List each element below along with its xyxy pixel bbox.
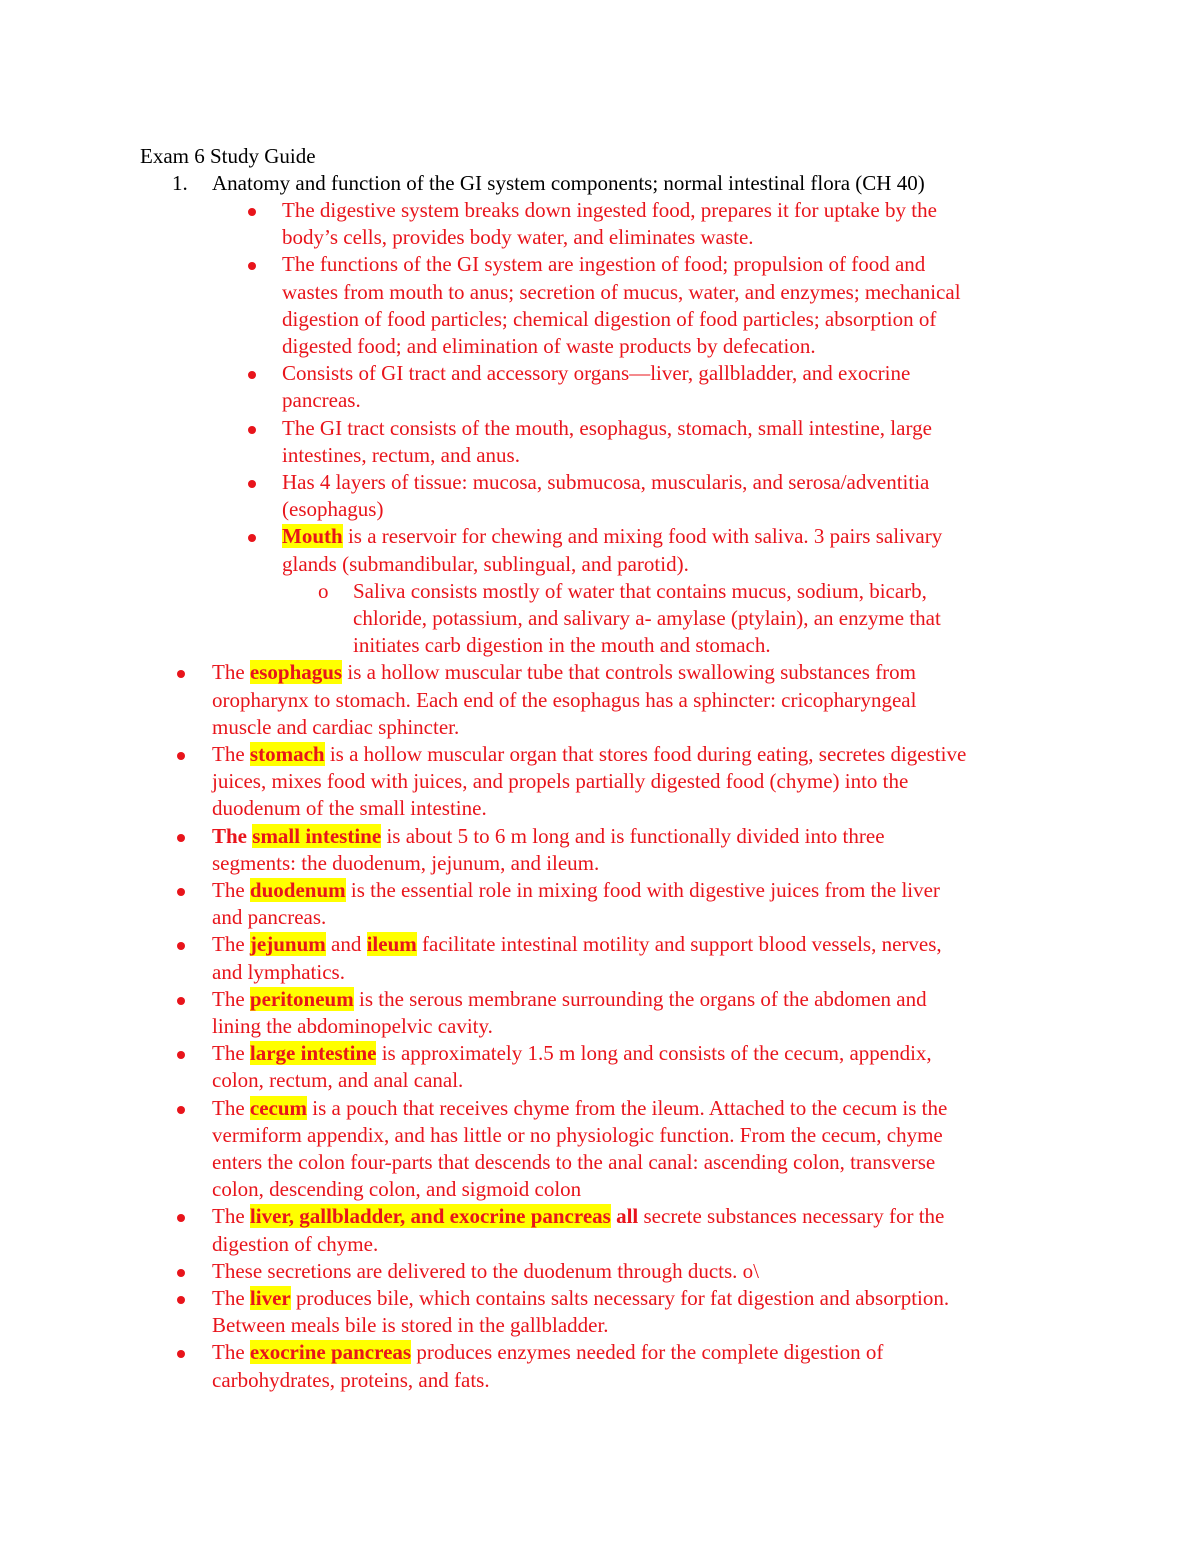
list-line: Saliva consists mostly of water that contains mucus, sodium, bicarb,	[353, 578, 927, 603]
list-line: lining the abdominopelvic cavity.	[212, 1014, 493, 1038]
list-line: segments: the duodenum, jejunum, and ileum.	[212, 850, 600, 875]
highlighted-term: cecum	[249, 1095, 308, 1120]
bullet-icon	[248, 426, 256, 434]
list-line: wastes from mouth to anus; secretion of mucus, water, and enzymes; mechanical	[282, 279, 961, 304]
highlighted-term: liver, gallbladder, and exocrine pancreas	[249, 1204, 611, 1229]
list-line: The liver produces bile, which contains salts necessary for fat digestion and absorption.	[212, 1286, 950, 1310]
list-line: chloride, potassium, and salivary a- amylase (ptylain), an enzyme that	[353, 606, 941, 630]
bullet-icon	[248, 208, 256, 216]
list-line: initiates carb digestion in the mouth and stomach.	[353, 633, 771, 658]
highlighted-term: small intestine	[252, 823, 382, 848]
bullet-icon	[177, 834, 185, 842]
list-line: juices, mixes food with juices, and propels partially digested food (chyme) into the	[212, 769, 909, 794]
highlighted-term: peritoneum	[249, 986, 354, 1011]
highlighted-term: large intestine	[249, 1041, 377, 1066]
list-line: intestines, rectum, and anus.	[282, 442, 520, 467]
bullet-icon	[248, 262, 256, 270]
bold-text: all	[610, 1204, 639, 1229]
list-line: The GI tract consists of the mouth, esophagus, stomach, small intestine, large	[282, 415, 932, 440]
bullet-icon	[177, 1214, 185, 1222]
highlighted-term: exocrine pancreas	[249, 1340, 412, 1365]
sub-bullet-marker: o	[318, 578, 329, 603]
list-number: 1.	[172, 171, 188, 195]
list-line: The esophagus is a hollow muscular tube that controls swallowing substances from	[212, 660, 917, 685]
bullet-icon	[177, 997, 185, 1005]
highlighted-term: duodenum	[249, 878, 346, 902]
list-line: These secretions are delivered to the duodenum through ducts. o\	[212, 1258, 760, 1283]
bullet-icon	[248, 480, 256, 488]
list-line: Consists of GI tract and accessory organs—liver, gallbladder, and exocrine	[282, 361, 911, 386]
list-line: muscle and cardiac sphincter.	[212, 714, 460, 739]
list-line: digested food; and elimination of waste products by defecation.	[282, 334, 816, 358]
bullet-icon	[177, 752, 185, 760]
list-line: (esophagus)	[282, 497, 384, 522]
list-line: Has 4 layers of tissue: mucosa, submucosa, muscularis, and serosa/adventitia	[282, 470, 930, 494]
list-line: The large intestine is approximately 1.5 m long and consists of the cecum, appendix,	[212, 1041, 932, 1066]
list-line: vermiform appendix, and has little or no physiologic function. From the cecum, chyme	[212, 1122, 943, 1147]
highlighted-term: ileum	[366, 932, 417, 957]
list-line: The small intestine is about 5 to 6 m long and is functionally divided into three	[212, 823, 885, 848]
bullet-icon	[177, 888, 185, 896]
highlighted-term: jejunum	[249, 932, 326, 957]
bullet-icon	[177, 942, 185, 950]
list-line: duodenum of the small intestine.	[212, 796, 487, 821]
list-line: The peritoneum is the serous membrane surrounding the organs of the abdomen and	[212, 986, 927, 1011]
document-title: Exam 6 Study Guide	[140, 144, 316, 168]
list-line: colon, descending colon, and sigmoid colon	[212, 1177, 582, 1202]
list-line: The functions of the GI system are ingestion of food; propulsion of food and	[282, 252, 926, 277]
list-line: The jejunum and ileum facilitate intestinal motility and support blood vessels, nerves,	[212, 932, 942, 957]
list-line: colon, rectum, and anal canal.	[212, 1068, 464, 1093]
list-line: The duodenum is the essential role in mixing food with digestive juices from the liver	[212, 878, 940, 902]
list-line: The cecum is a pouch that receives chyme from the ileum. Attached to the cecum is the	[212, 1095, 948, 1120]
bold-text: The	[212, 823, 253, 848]
list-line: and lymphatics.	[212, 959, 345, 984]
bullet-icon	[177, 1350, 185, 1358]
list-line: enters the colon four-parts that descends to the anal canal: ascending colon, transverse	[212, 1150, 936, 1174]
list-line: digestion of chyme.	[212, 1231, 379, 1256]
bullet-icon	[248, 371, 256, 379]
bullet-icon	[177, 1106, 185, 1114]
list-line: The digestive system breaks down ingested food, prepares it for uptake by the	[282, 198, 937, 222]
highlighted-term: liver	[249, 1286, 291, 1310]
bullet-icon	[177, 670, 185, 678]
list-line: Mouth is a reservoir for chewing and mixing food with saliva. 3 pairs salivary	[282, 524, 943, 549]
bullet-icon	[177, 1051, 185, 1059]
list-line: The liver, gallbladder, and exocrine pancreas all secrete substances necessary for the	[212, 1204, 945, 1229]
highlighted-term: Mouth	[282, 524, 343, 549]
list-line: Between meals bile is stored in the gallbladder.	[212, 1313, 609, 1338]
section-heading: Anatomy and function of the GI system components; normal intestinal flora (CH 40)	[212, 171, 925, 195]
list-line: carbohydrates, proteins, and fats.	[212, 1367, 490, 1392]
list-line: body’s cells, provides body water, and eliminates waste.	[282, 225, 754, 250]
list-line: The stomach is a hollow muscular organ that stores food during eating, secretes digestive	[212, 742, 967, 766]
list-line: and pancreas.	[212, 905, 327, 930]
bullet-icon	[177, 1296, 185, 1304]
bullet-icon	[177, 1269, 185, 1277]
list-line: digestion of food particles; chemical digestion of food particles; absorption of	[282, 306, 937, 331]
highlighted-term: stomach	[249, 742, 325, 766]
list-line: glands (submandibular, sublingual, and parotid).	[282, 551, 689, 576]
list-line: The exocrine pancreas produces enzymes needed for the complete digestion of	[212, 1340, 884, 1365]
bullet-icon	[248, 534, 256, 542]
list-line: pancreas.	[282, 388, 361, 413]
list-line: oropharynx to stomach. Each end of the esophagus has a sphincter: cricopharyngeal	[212, 687, 917, 712]
highlighted-term: esophagus	[249, 660, 343, 685]
